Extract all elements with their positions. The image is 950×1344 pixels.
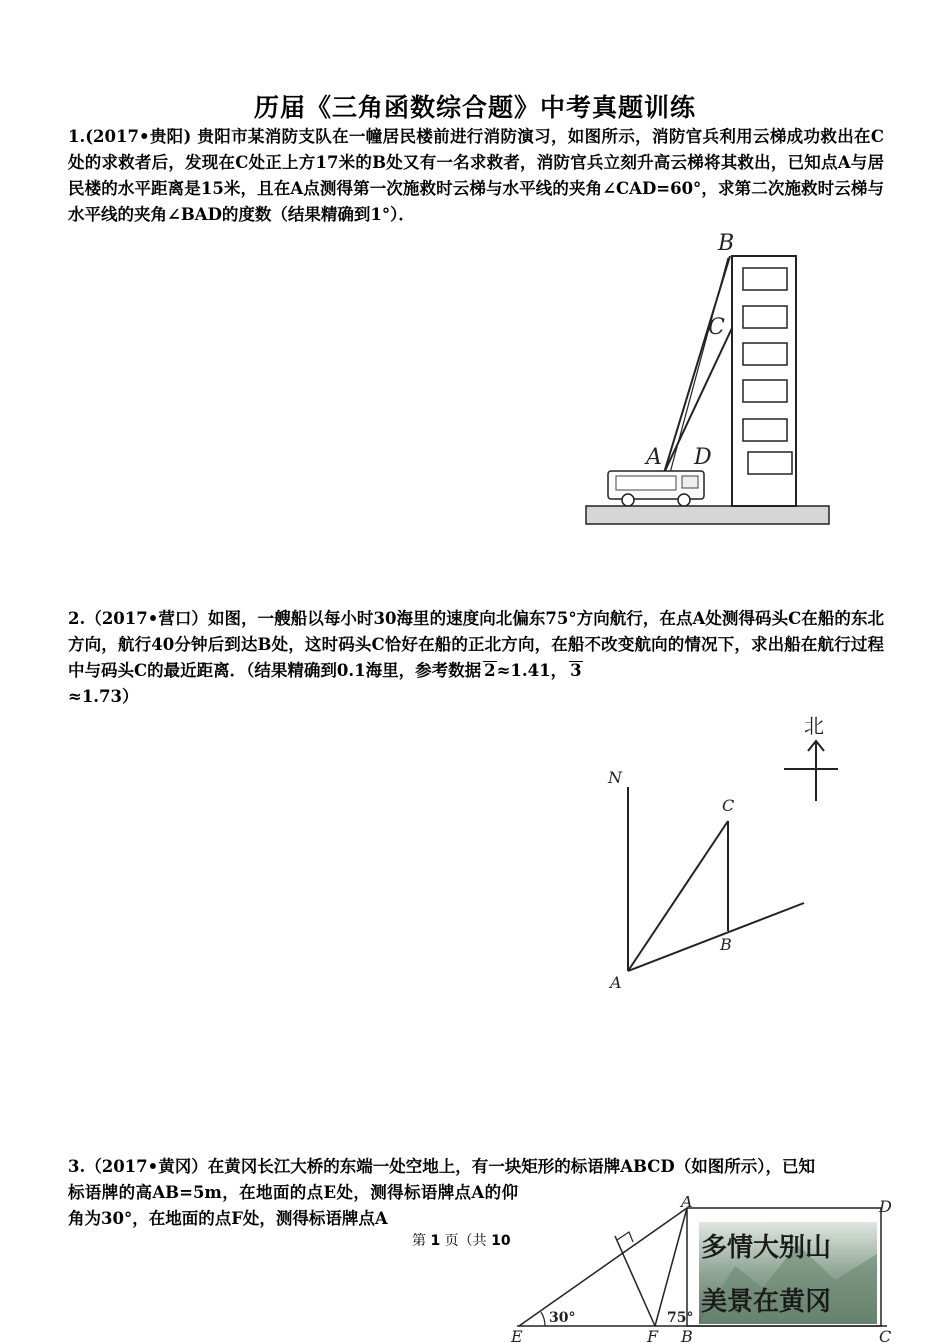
window xyxy=(743,419,787,441)
label-angle-75: 75° xyxy=(667,1310,694,1326)
ground-slab xyxy=(586,506,829,524)
label-north: 北 xyxy=(804,714,824,738)
approx-2: ≈1.41， xyxy=(496,661,568,680)
label-f: F xyxy=(647,1327,659,1344)
line-ac xyxy=(628,821,728,971)
label-b: B xyxy=(681,1327,693,1344)
label-a: A xyxy=(681,1196,693,1211)
question-2-text xyxy=(68,606,884,710)
window xyxy=(743,306,787,328)
window xyxy=(743,268,787,290)
label-c: C xyxy=(879,1327,892,1344)
label-d: D xyxy=(694,445,712,470)
angle-e-arc xyxy=(541,1312,545,1326)
window xyxy=(743,343,787,365)
sqrt-3: 3 xyxy=(570,661,582,680)
footer-prefix: 第 xyxy=(412,1233,431,1249)
line-fa xyxy=(655,1208,687,1326)
window xyxy=(743,380,787,402)
label-n: N xyxy=(608,768,622,787)
footer-middle: 页（共 xyxy=(440,1233,492,1249)
sign-line-2: 美景在黄冈 xyxy=(701,1287,832,1317)
label-a: A xyxy=(610,973,622,992)
question-3-line-2: 标语牌的高AB=5m，在地面的点E处，测得标语牌点A的仰角为30°，在地面的点F处，测得标语牌点A xyxy=(68,1183,518,1228)
sign-line-1: 多情大别山 xyxy=(701,1233,832,1263)
label-c: C xyxy=(722,796,735,815)
label-d: D xyxy=(879,1197,892,1216)
sqrt-2: 2 xyxy=(484,661,496,680)
label-e: E xyxy=(511,1327,523,1344)
question-3-figure xyxy=(505,1196,905,1344)
line-ab-course xyxy=(628,903,804,971)
footer-page: 1 xyxy=(430,1233,441,1249)
ladder-inner xyxy=(670,258,728,473)
question-1-text: 1.(2017•贵阳) 贵阳市某消防支队在一幢居民楼前进行消防演习，如图所示，消防官兵利用云梯成功救出在C处的求救者后，发现在C处正上方17米的B处又有一名求救者，消防官兵立刻升高云梯将其救出，已知点A与居民楼的水平距离是15米，且在A点测得第一次施救时云梯与水平线的夹角∠CAD=60°，求第二次施救时云梯与水平线的夹角∠BAD的度数（结果精确到1°）． xyxy=(68,127,884,224)
line-ea xyxy=(519,1208,687,1326)
right-angle-mark xyxy=(617,1232,633,1242)
label-c: C xyxy=(708,315,725,340)
page-title: 历届《三角函数综合题》中考真题训练 xyxy=(253,93,696,122)
question-3-line-1: 3.（2017•黄冈）在黄冈长江大桥的东端一处空地上，有一块矩形的标语牌ABCD（如图所示），已知 xyxy=(68,1157,815,1176)
fire-truck xyxy=(608,471,704,506)
approx-3: ≈1.73） xyxy=(68,687,139,706)
label-b: B xyxy=(718,231,735,256)
label-angle-30: 30° xyxy=(549,1310,576,1326)
line-f-perp xyxy=(615,1236,655,1326)
page-footer xyxy=(412,1230,511,1250)
question-2-main: 2.（2017•营口）如图，一艘船以每小时30海里的速度向北偏东75°方向航行，在点A处测得码头C在船的东北方向，航行40分钟后到达B处，这时码头C恰好在船的正北方向，在船不改变航向的情况下，求出船在航行过程中与码头C的最近距离．（结果精确到0.1海里，参考数据 xyxy=(68,609,884,680)
window xyxy=(748,452,792,474)
label-a: A xyxy=(646,445,662,470)
label-b: B xyxy=(720,935,732,954)
footer-total: 10 xyxy=(491,1233,511,1249)
question-1-figure xyxy=(560,228,850,530)
question-2-figure xyxy=(590,705,860,1005)
